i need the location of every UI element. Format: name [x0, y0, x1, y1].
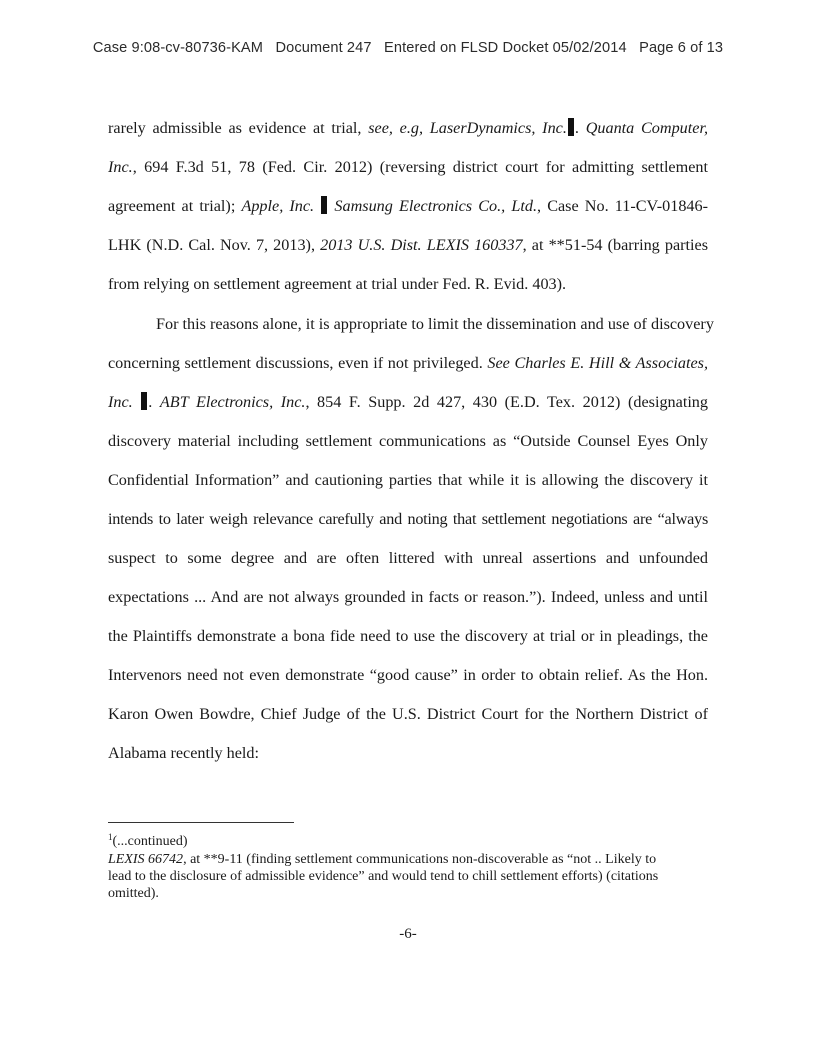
text-run: , Case No. 11-CV-01846-: [537, 197, 708, 215]
footnote-line-2: [108, 851, 708, 868]
text-run: LHK (N.D. Cal. Nov. 7, 2013),: [108, 236, 321, 254]
body-line-4: [108, 235, 708, 255]
footnote-continued: [108, 833, 708, 850]
case-citation: see, e.g, LaserDynamics, Inc.: [368, 119, 567, 137]
text-run: , 694 F.3d 51, 78 (Fed. Cir. 2012) (reversing district court for admitting settlement: [132, 158, 708, 176]
body-line-2: [108, 157, 708, 177]
text-run: .: [148, 393, 160, 411]
body-line-12: suspect to some degree and are often littered with unreal assertions and unfounded: [108, 549, 708, 567]
redaction-mark: [321, 196, 327, 214]
body-line-13: expectations ... And are not always grounded in facts or reason.”). Indeed, unless and until: [108, 588, 708, 606]
case-citation: Samsung Electronics Co., Ltd.: [334, 197, 538, 215]
body-line-9: discovery material including settlement communications as “Outside Counsel Eyes Only: [108, 432, 708, 450]
body-line-7: [108, 353, 708, 373]
footnote-separator: [108, 822, 294, 823]
text-run: concerning settlement discussions, even if not privileged.: [108, 354, 488, 372]
case-citation: Apple, Inc.: [241, 197, 315, 215]
body-line-1: [108, 118, 708, 138]
text-run: [314, 197, 320, 215]
case-citation: LEXIS 66742: [108, 852, 184, 867]
body-line-17: Alabama recently held:: [108, 744, 260, 762]
body-line-15: Intervenors need not even demonstrate “good cause” in order to obtain relief. As the Hon.: [108, 666, 708, 684]
footnote-line-3: lead to the disclosure of admissible evidence” and would tend to chill settlement efforts) (citations: [108, 869, 659, 884]
text-run: (...continued): [112, 834, 188, 849]
body-line-14: the Plaintiffs demonstrate a bona fide need to use the discovery at trial or in pleadings, the: [108, 627, 708, 645]
body-line-5: from relying on settlement agreement at trial under Fed. R. Evid. 403).: [108, 275, 567, 293]
text-run: , 854 F. Supp. 2d 427, 430 (E.D. Tex. 2012) (designating: [305, 393, 708, 411]
case-citation: See Charles E. Hill & Associates,: [487, 354, 708, 372]
footnote-line-4: omitted).: [108, 886, 159, 901]
body-line-6: For this reasons alone, it is appropriate to limit the dissemination and use of discovery: [156, 315, 714, 333]
case-citation: ABT Electronics, Inc.: [159, 393, 306, 411]
case-citation: Inc.: [108, 393, 133, 411]
case-citation: 2013 U.S. Dist. LEXIS 160337: [320, 236, 523, 254]
case-citation: Quanta Computer,: [585, 119, 709, 137]
text-run: , at **51-54 (barring parties: [522, 236, 709, 254]
body-line-3: [108, 196, 708, 216]
case-header: Case 9:08-cv-80736-KAM Document 247 Entered on FLSD Docket 05/02/2014 Page 6 of 13: [92, 40, 724, 56]
text-run: , at **9-11 (finding settlement communications non-discoverable as “not .. Likely to: [183, 852, 657, 867]
body-line-10: Confidential Information” and cautioning parties that while it is allowing the discovery it: [108, 471, 708, 489]
footnote-marker: 1: [108, 832, 113, 842]
body-line-16: Karon Owen Bowdre, Chief Judge of the U.S. District Court for the Northern District of: [108, 705, 708, 723]
redaction-mark: [568, 118, 574, 136]
text-run: rarely admissible as evidence at trial,: [108, 119, 369, 137]
page-number: -6-: [399, 926, 417, 942]
case-citation: Inc.: [108, 158, 133, 176]
body-line-11: intends to later weigh relevance carefully and noting that settlement negotiations are “always: [108, 510, 708, 528]
text-run: .: [574, 119, 586, 137]
text-run: agreement at trial);: [108, 197, 242, 215]
body-line-8: [108, 392, 708, 412]
redaction-mark: [141, 392, 147, 410]
